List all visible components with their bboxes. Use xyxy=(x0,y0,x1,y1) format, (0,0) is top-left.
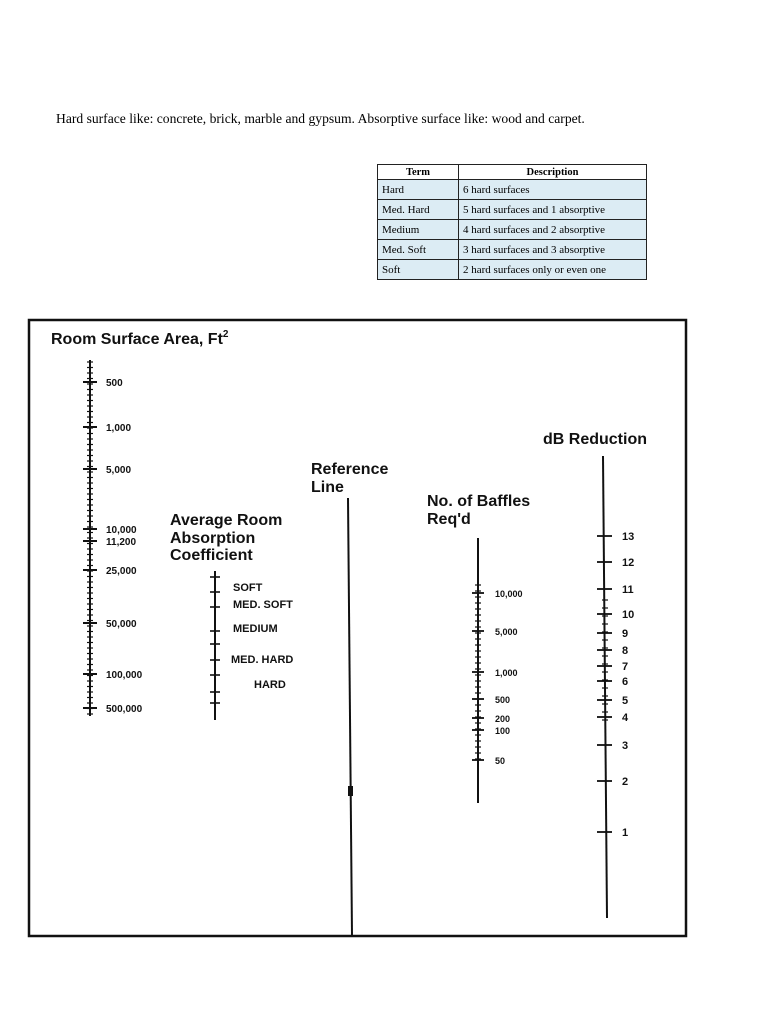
db-label: 7 xyxy=(622,661,629,673)
db-label: 3 xyxy=(622,740,629,752)
db-label: 1 xyxy=(622,827,629,839)
description-cell: 2 hard surfaces only or even one xyxy=(459,260,647,280)
description-cell: 5 hard surfaces and 1 absorptive xyxy=(459,200,647,220)
room-area-label: 50,000 xyxy=(106,619,137,630)
absorption-label: MED. HARD xyxy=(231,654,294,666)
db-label: 2 xyxy=(622,776,629,788)
baffles-title-line: No. of Baffles xyxy=(427,493,531,510)
table-row xyxy=(378,180,647,200)
baffles-label: 50 xyxy=(495,756,506,766)
db-label: 12 xyxy=(622,557,635,569)
db-label: 9 xyxy=(622,628,629,640)
db-label: 5 xyxy=(622,695,629,707)
table-row xyxy=(378,200,647,220)
term-header: Term xyxy=(378,165,459,180)
table-row xyxy=(378,220,647,240)
absorption-label: MED. SOFT xyxy=(233,599,293,611)
absorption-label: MEDIUM xyxy=(233,623,278,635)
baffles-label: 500 xyxy=(495,695,511,705)
room-area-title-superscript: 2 xyxy=(222,329,229,340)
term-cell: Hard xyxy=(378,180,459,200)
db-label: 10 xyxy=(622,609,635,621)
room-area-title xyxy=(51,329,229,348)
baffles-label: 10,000 xyxy=(495,589,523,599)
db-label: 8 xyxy=(622,645,629,657)
baffles-label: 100 xyxy=(495,726,511,736)
db-label: 13 xyxy=(622,531,635,543)
term-cell: Med. Hard xyxy=(378,200,459,220)
db-label: 6 xyxy=(622,676,629,688)
room-area-label: 500,000 xyxy=(106,704,143,715)
baffles-label: 1,000 xyxy=(495,668,518,678)
room-area-title-text: Room Surface Area, Ft xyxy=(51,331,223,348)
room-area-label: 11,200 xyxy=(106,537,137,548)
terms-header-row xyxy=(378,165,647,180)
absorption-title-line: Average Room xyxy=(170,512,283,529)
absorption-label: SOFT xyxy=(233,582,263,594)
reference-title-line: Line xyxy=(311,479,344,496)
db-label: 4 xyxy=(622,712,629,724)
room-area-label: 100,000 xyxy=(106,670,143,681)
room-area-label: 5,000 xyxy=(106,465,132,476)
baffles-label: 5,000 xyxy=(495,627,518,637)
intro-text: Hard surface like: concrete, brick, marble and gypsum. Absorptive surface like: wood and carpet. xyxy=(56,111,585,126)
absorption-label: HARD xyxy=(254,679,286,691)
table-row xyxy=(378,240,647,260)
db-reduction-title: dB Reduction xyxy=(543,431,647,448)
baffles-title-line: Req'd xyxy=(427,511,471,528)
baffles-label: 200 xyxy=(495,714,511,724)
table-row xyxy=(378,260,647,280)
term-cell: Soft xyxy=(378,260,459,280)
absorption-title-line: Absorption xyxy=(170,530,256,547)
absorption-title-line: Coefficient xyxy=(170,547,253,564)
room-area-label: 10,000 xyxy=(106,525,137,536)
term-cell: Med. Soft xyxy=(378,240,459,260)
description-cell: 3 hard surfaces and 3 absorptive xyxy=(459,240,647,260)
baffle-nomogram xyxy=(0,300,768,960)
description-cell: 6 hard surfaces xyxy=(459,180,647,200)
room-area-label: 500 xyxy=(106,378,123,389)
room-area-label: 1,000 xyxy=(106,423,132,434)
room-area-label: 25,000 xyxy=(106,566,137,577)
description-cell: 4 hard surfaces and 2 absorptive xyxy=(459,220,647,240)
description-header: Description xyxy=(459,165,647,180)
reference-title-line: Reference xyxy=(311,461,389,478)
db-label: 11 xyxy=(622,584,634,596)
terms-table xyxy=(377,164,647,280)
term-cell: Medium xyxy=(378,220,459,240)
reference-marker xyxy=(348,786,353,796)
